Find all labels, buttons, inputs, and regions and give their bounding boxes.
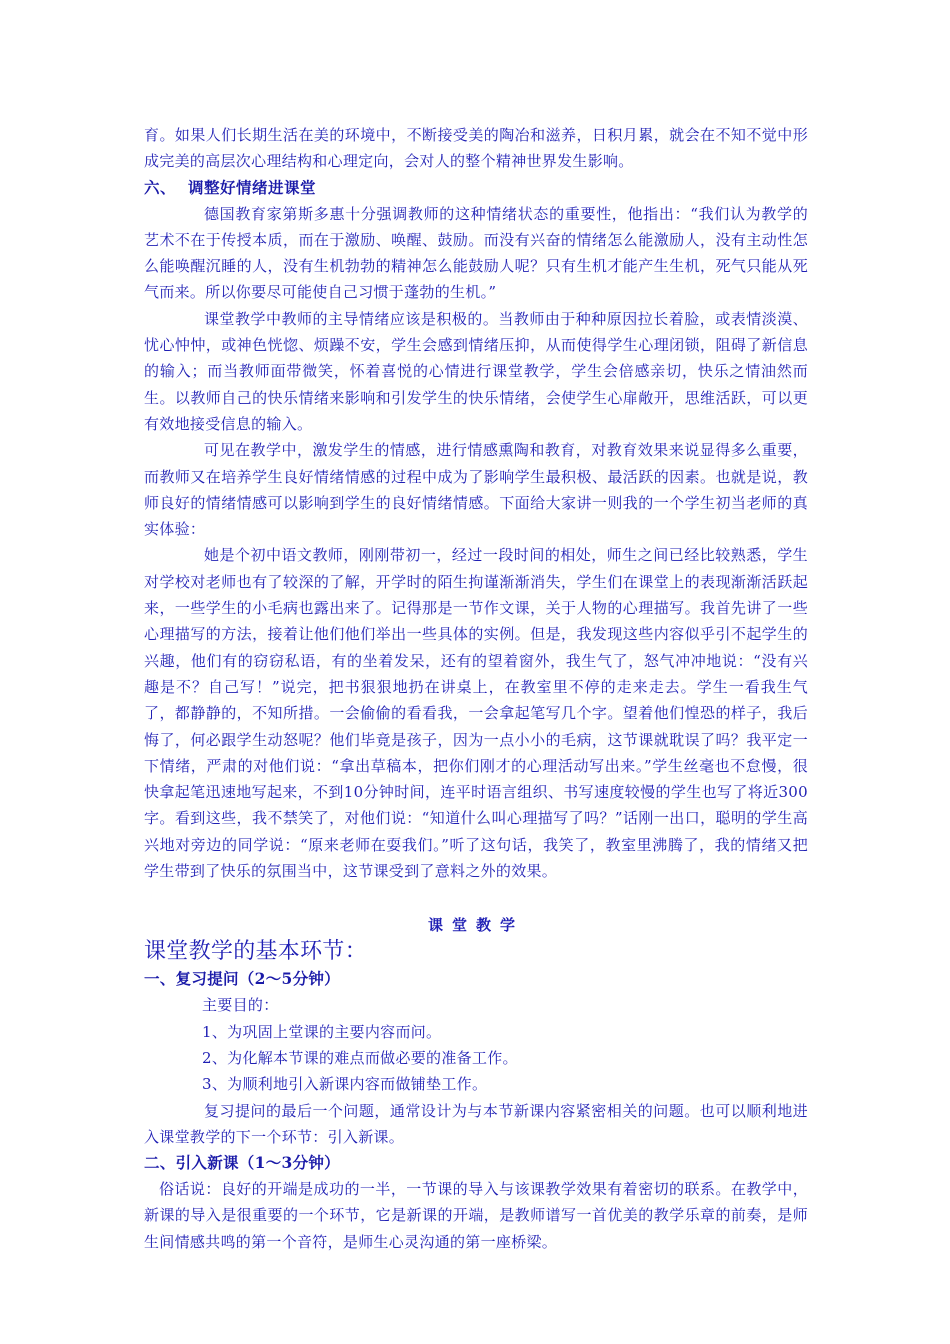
document-body: [144, 122, 808, 1255]
list-item: 2、为化解本节课的难点而做必要的准备工作。: [202, 1048, 518, 1067]
paragraph-emotion: 课堂教学中教师的主导情绪应该是积极的。当教师由于种种原因拉长着脸，或表情淡漠、忧心忡忡，或神色恍惚、烦躁不安，学生会感到情绪压抑，从而使得学生心理闭锁，阻碍了新信息的输入；而当教师面带微笑，怀着喜悦的心情进行课堂教学，学生会倍感亲切，快乐之情油然而生。以教师自己的快乐情绪来影响和引发学生的快乐情绪，会使学生心扉敞开，思维活跃，可以更有效地接受信息的输入。: [144, 309, 808, 433]
center-title: 课堂教学: [427, 916, 524, 935]
paragraph-review: 复习提问的最后一个问题，通常设计为与本节新课内容紧密相关的问题。也可以顺利地进入课堂教学的下一个环节：引入新课。: [144, 1101, 808, 1146]
list-item: 3、为顺利地引入新课内容而做铺垫工作。: [202, 1075, 488, 1094]
section-heading-review: 一、复习提问（2～5分钟）: [144, 969, 340, 989]
section-number: 六、: [144, 177, 177, 197]
list-intro: 主要目的：: [202, 996, 279, 1015]
section-heading-intro: 二、引入新课（1～3分钟）: [144, 1153, 340, 1173]
paragraph-top: 育。如果人们长期生活在美的环境中，不断接受美的陶冶和滋养，日积月累，就会在不知不觉中形成完美的高层次心理结构和心理定向，会对人的整个精神世界发生影响。: [144, 126, 808, 171]
paragraph-intro: 俗话说：良好的开端是成功的一半，一节课的导入与该课教学效果有着密切的联系。在教学中，新课的导入是很重要的一个环节，它是新课的开端，是教师谱写一首优美的教学乐章的前奏，是师生间情感共鸣的第一个音符，是师生心灵沟通的第一座桥梁。: [144, 1180, 808, 1251]
paragraph-quote: 德国教育家第斯多惠十分强调教师的这种情绪状态的重要性，他指出：“我们认为教学的艺术不在于传授本质，而在于激励、唤醒、鼓励。而没有兴奋的情绪怎么能激励人，没有主动性怎么能唤醒沉睡的人，没有生机勃勃的精神怎么能鼓励人呢？只有生机才能产生生机，死气只能从死气而来。所以你要尽可能使自己习惯于蓬勃的生机。”: [144, 204, 808, 302]
paragraph-story: 她是个初中语文教师，刚刚带初一，经过一段时间的相处，师生之间已经比较熟悉，学生对学校对老师也有了较深的了解，开学时的陌生拘谨渐渐消失，学生们在课堂上的表现渐渐活跃起来，一些学生的小毛病也露出来了。记得那是一节作文课，关于人物的心理描写。我首先讲了一些心理描写的方法，接着让他们他们举出一些具体的实例。但是，我发现这些内容似乎引不起学生的兴趣，他们有的窃窃私语，有的坐着发呆，还有的望着窗外，我生气了，怒气冲冲地说：“没有兴趣是不？自己写！”说完，把书狠狠地扔在讲桌上，在教室里不停的走来走去。学生一看我生气了，都静静的，不知所措。一会偷偷的看看我，一会拿起笔写几个字。望着他们惶恐的样子，我后悔了，何必跟学生动怒呢？他们毕竟是孩子，因为一点小小的毛病，这节课就耽误了吗？我平定一下情绪，严肃的对他们说：“拿出草稿本，把你们刚才的心理活动写出来。”学生丝毫也不怠慢，很快拿起笔迅速地写起来，不到10分钟时间，连平时语言组织、书写速度较慢的学生也写了将近300字。看到这些，我不禁笑了，对他们说：“知道什么叫心理描写了吗？”话刚一出口，聪明的学生高兴地对旁边的同学说：“原来老师在耍我们。”听了这句话，我笑了，教室里沸腾了，我的情绪又把学生带到了快乐的氛围当中，这节课受到了意料之外的效果。: [144, 546, 808, 881]
section-heading-six: [144, 175, 808, 201]
paragraph-conclusion: 可见在教学中，激发学生的情感，进行情感熏陶和教育，对教育效果来说显得多么重要，而教师又在培养学生良好情绪情感的过程中成为了影响学生最积极、最活跃的因素。也就是说，教师良好的情绪情感可以影响到学生的良好情绪情感。下面给大家讲一则我的一个学生初当老师的真实体验：: [144, 441, 808, 539]
list-item: 1、为巩固上堂课的主要内容而问。: [202, 1022, 442, 1041]
big-title: 课堂教学的基本环节：: [144, 939, 368, 965]
section-title: 调整好情绪进课堂: [188, 177, 317, 197]
